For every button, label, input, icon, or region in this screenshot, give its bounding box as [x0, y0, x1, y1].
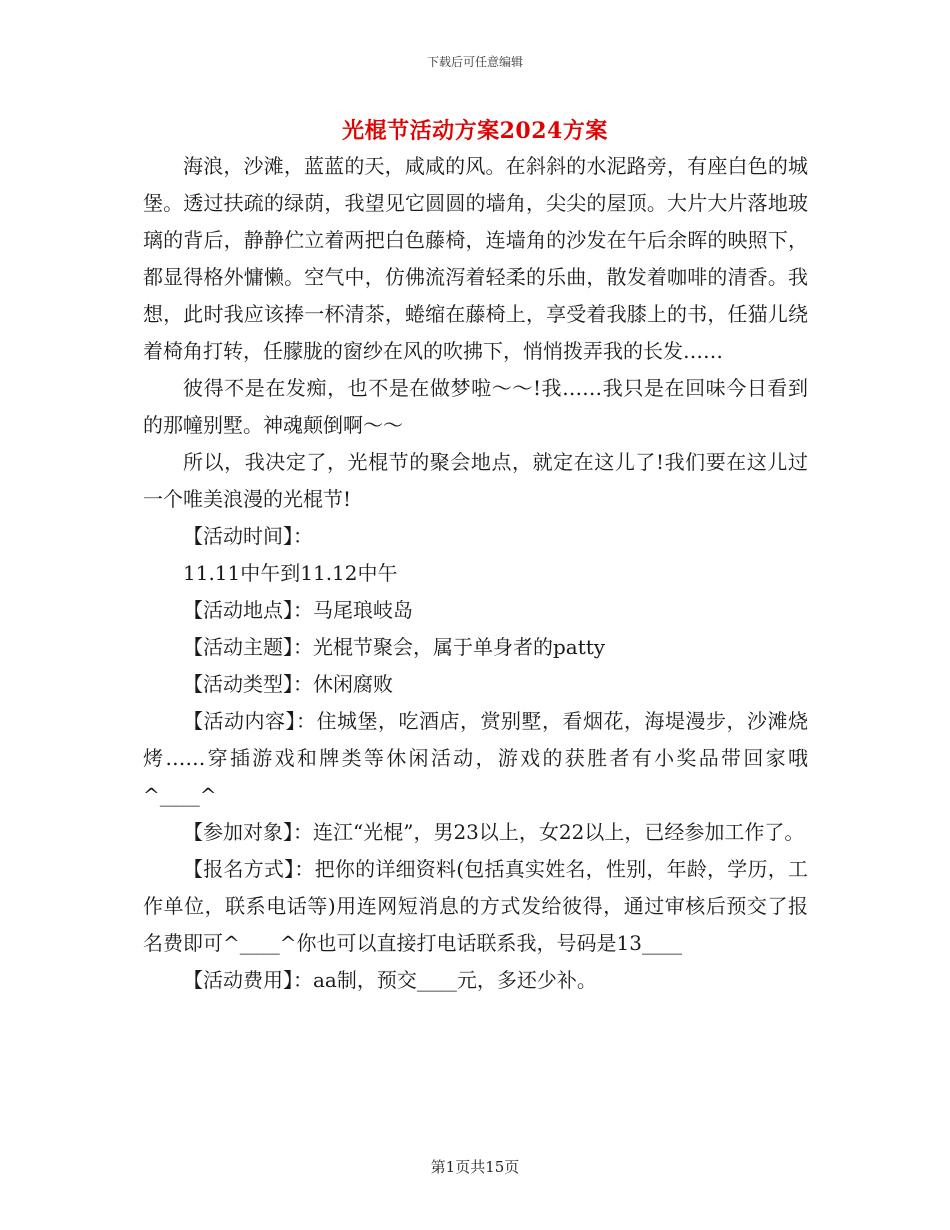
page-header: 下载后可任意编辑	[426, 55, 523, 69]
registration-method: 【报名方式】：把你的详细资料(包括真实姓名，性别，年龄，学历，工作单位，联系电话等)用连网短消息的方式发给彼得，通过审核后预交了报名费即可^____^你也可以直接打电话联系我，号码是13____	[143, 857, 808, 955]
activity-location: 【活动地点】：马尾琅岐岛	[183, 598, 413, 622]
activity-content: 【活动内容】：住城堡，吃酒店，赏别墅，看烟花，海堤漫步，沙滩烧烤……穿插游戏和牌类等休闲活动，游戏的获胜者有小奖品带回家哦^____^	[143, 709, 808, 807]
paragraph-peter: 彼得不是在发痴，也不是在做梦啦～～!我……我只是在回味今日看到的那幢别墅。神魂颠倒啊～～	[143, 376, 808, 437]
paragraph-intro: 海浪，沙滩，蓝蓝的天，咸咸的风。在斜斜的水泥路旁，有座白色的城堡。透过扶疏的绿荫，我望见它圆圆的墙角，尖尖的屋顶。大片大片落地玻璃的背后，静静伫立着两把白色藤椅，连墙角的沙发在午后余晖的映照下，都显得格外慵懒。空气中，仿佛流泻着轻柔的乐曲，散发着咖啡的清香。我想，此时我应该捧一杯清茶，蜷缩在藤椅上，享受着我膝上的书，任猫儿绕着椅角打转，任朦胧的窗纱在风的吹拂下，悄悄拨弄我的长发……	[143, 154, 808, 363]
activity-fee: 【活动费用】：aa制，预交____元，多还少补。	[183, 968, 597, 992]
page-footer: 第1页共15页	[430, 1158, 520, 1176]
activity-theme: 【活动主题】：光棍节聚会，属于单身者的patty	[183, 635, 606, 659]
activity-type: 【活动类型】：休闲腐败	[183, 672, 393, 696]
participants: 【参加对象】：连江“光棍”，男23以上，女22以上，已经参加工作了。	[183, 820, 805, 844]
document-body	[143, 148, 808, 999]
activity-time-label: 【活动时间】：	[183, 524, 313, 548]
document-title: 光棍节活动方案2024方案	[342, 118, 608, 144]
paragraph-decision: 所以，我决定了，光棍节的聚会地点，就定在这儿了!我们要在这儿过一个唯美浪漫的光棍节!	[143, 450, 808, 511]
activity-time-value: 11.11中午到11.12中午	[183, 561, 398, 585]
